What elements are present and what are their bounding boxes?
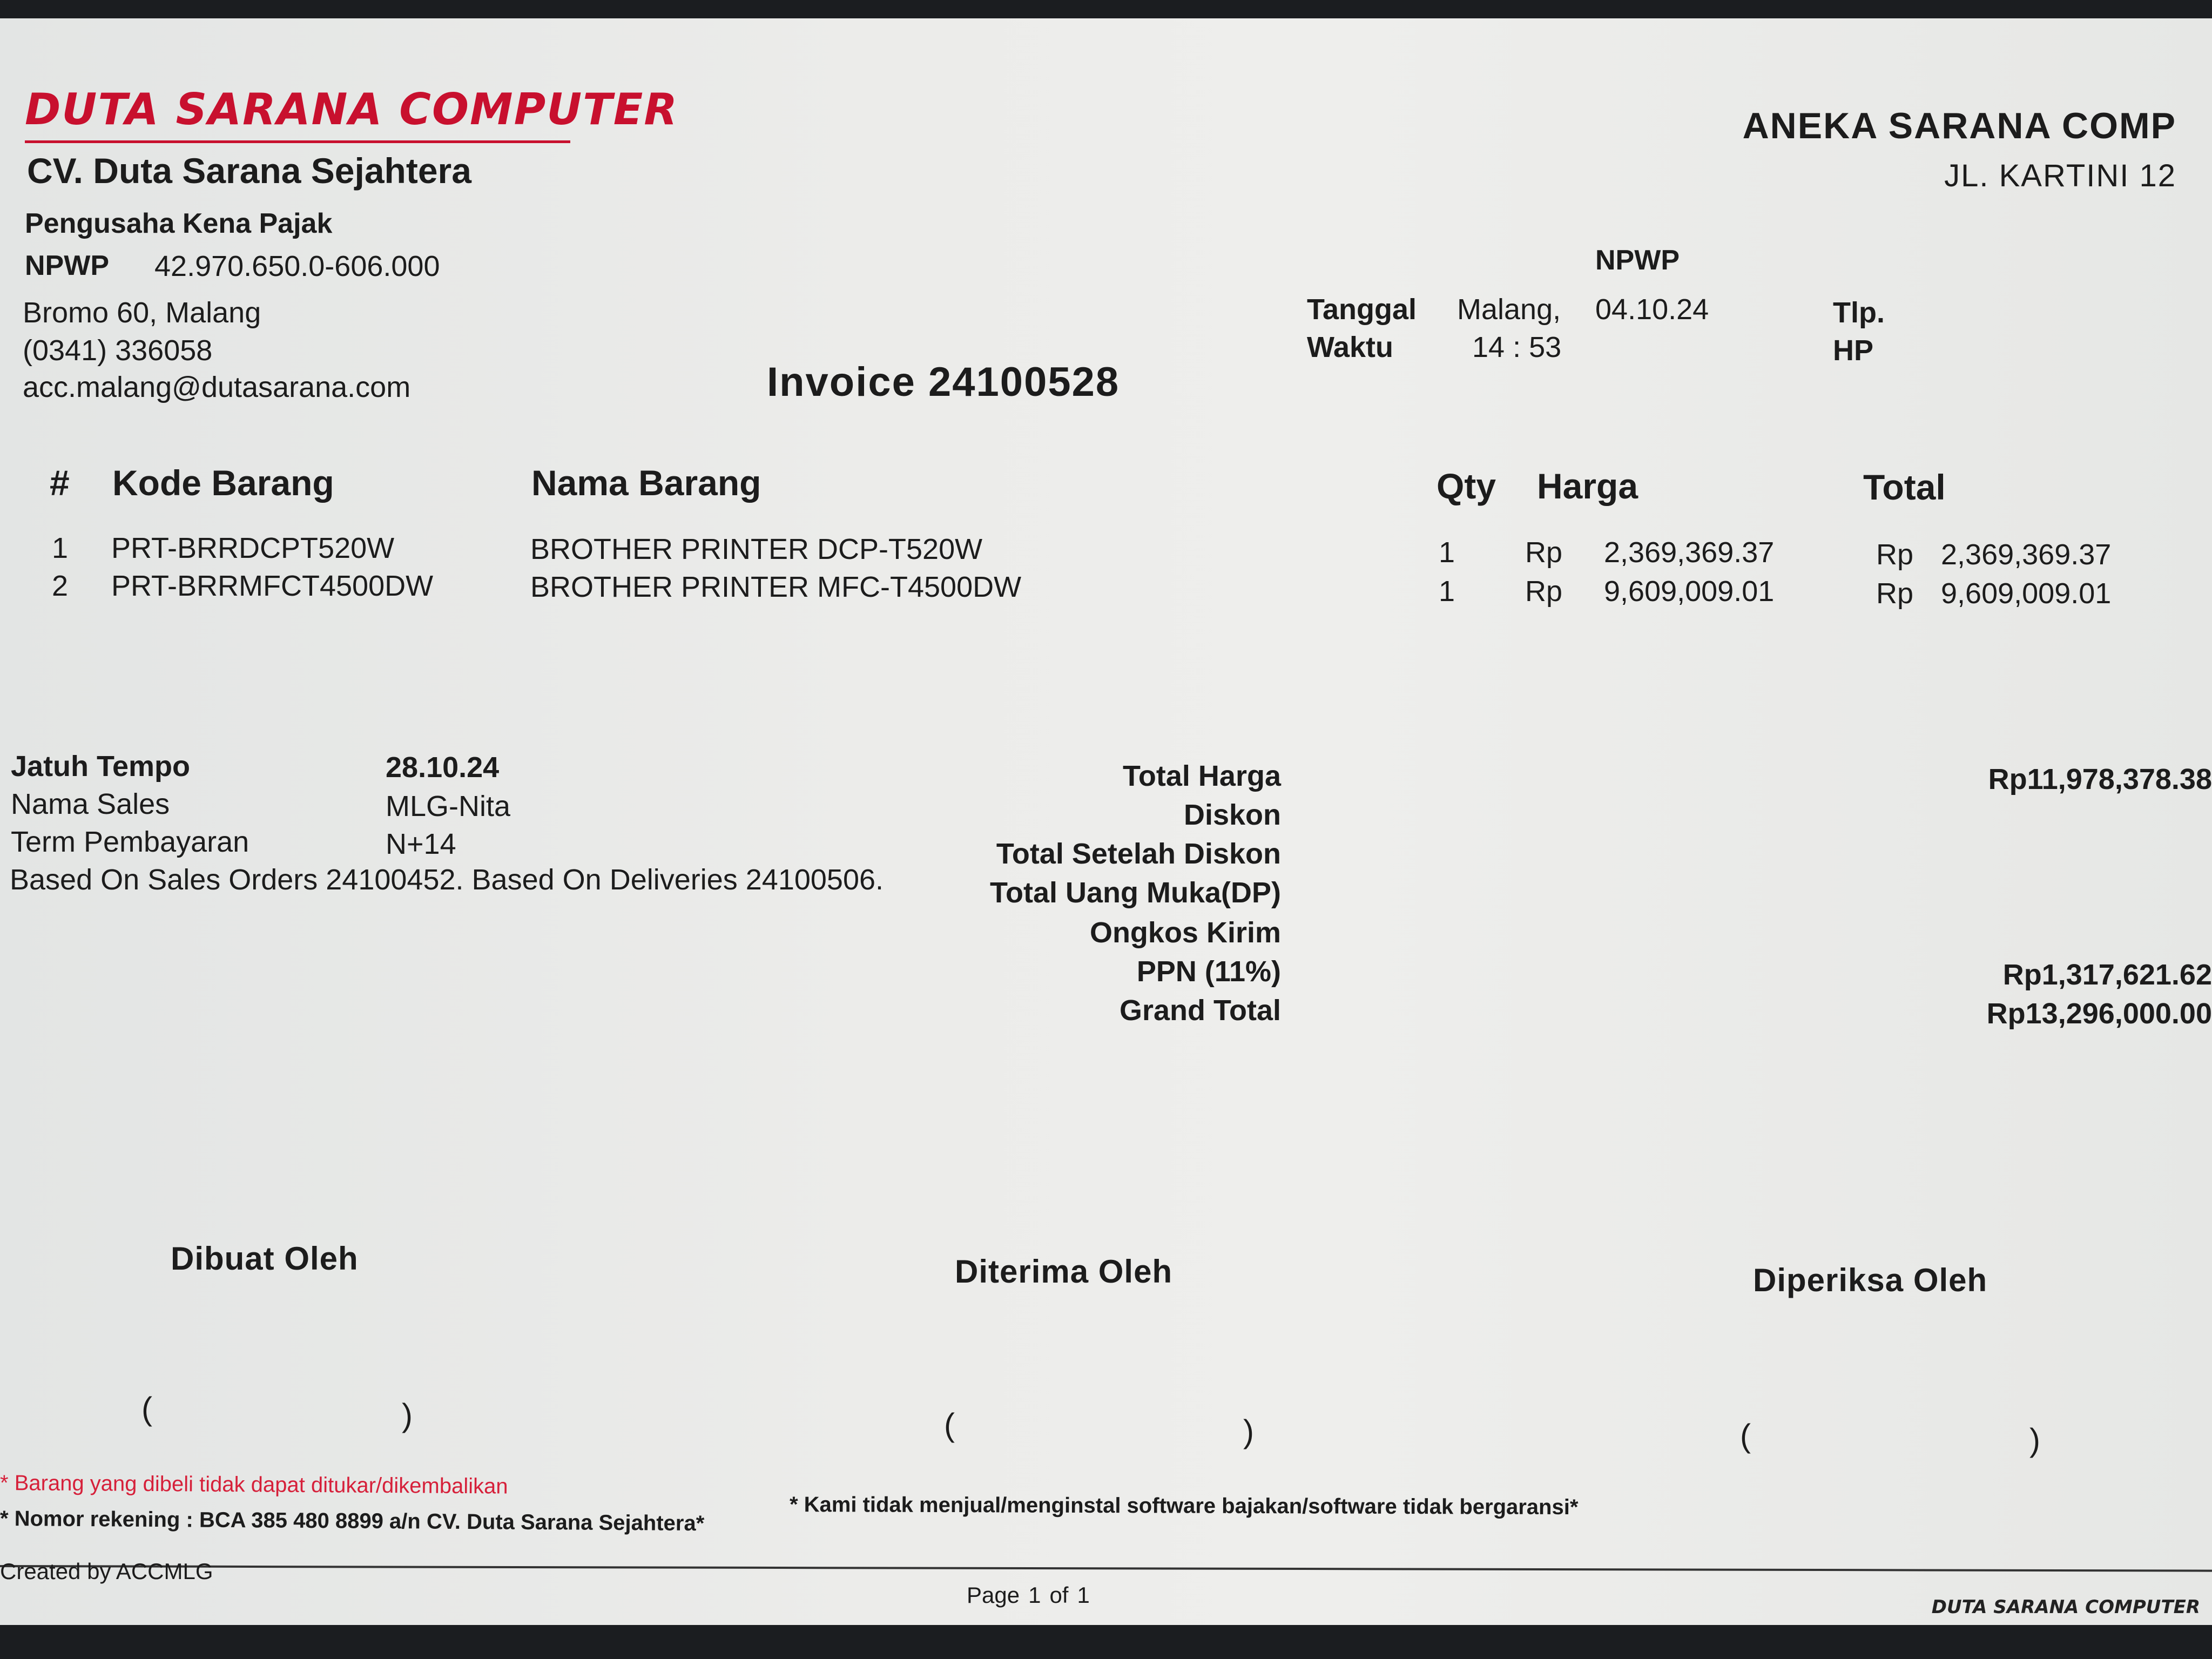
- software-note: * Kami tidak menjual/menginstal software bajakan/software tidak bergaransi*: [789, 1493, 1579, 1520]
- total-setelah-diskon-label: Total Setelah Diskon: [996, 838, 1281, 870]
- order-reference: Based On Sales Orders 24100452. Based On Deliveries 24100506.: [10, 864, 884, 896]
- uang-muka-label: Total Uang Muka(DP): [990, 876, 1281, 909]
- tanggal-label: Tanggal: [1307, 293, 1417, 326]
- row-total: 2,369,369.37: [1941, 538, 2112, 571]
- seller-phone: (0341) 336058: [23, 334, 213, 367]
- seller-npwp-label: NPWP: [25, 250, 109, 281]
- logo-underline: [25, 140, 570, 143]
- row-qty: 1: [1439, 536, 1455, 569]
- customer-npwp-label: NPWP: [1595, 245, 1680, 276]
- diskon-label: Diskon: [1183, 799, 1281, 831]
- customer-name: ANEKA SARANA COMP: [1742, 105, 2176, 146]
- row-no: 2: [52, 570, 69, 602]
- paren-close: ): [402, 1397, 413, 1433]
- paren-open: (: [944, 1407, 955, 1443]
- total-harga: Rp11,978,378.38: [1988, 763, 2212, 795]
- ongkos-kirim-label: Ongkos Kirim: [1089, 916, 1281, 949]
- of-word: of: [1049, 1582, 1069, 1608]
- page-number: 1: [1028, 1582, 1041, 1608]
- col-header-code: Kode Barang: [112, 463, 334, 503]
- payment-term: N+14: [386, 828, 456, 860]
- page-total: 1: [1077, 1582, 1090, 1608]
- row-name: BROTHER PRINTER MFC-T4500DW: [530, 571, 1022, 603]
- due-date: 28.10.24: [386, 751, 500, 784]
- row-total-currency: Rp: [1876, 538, 1914, 571]
- ppn-label: PPN (11%): [1136, 955, 1281, 988]
- col-header-total: Total: [1863, 467, 1946, 507]
- invoice-date: 04.10.24: [1595, 293, 1709, 326]
- row-code: PRT-BRRDCPT520W: [111, 532, 395, 564]
- row-price: 2,369,369.37: [1604, 536, 1775, 569]
- row-code: PRT-BRRMFCT4500DW: [111, 570, 434, 602]
- grand-total-label: Grand Total: [1119, 994, 1281, 1027]
- signature-diperiksa-label: Diperiksa Oleh: [1753, 1262, 1988, 1298]
- total-harga-label: Total Harga: [1122, 760, 1281, 792]
- seller-email: acc.malang@dutasarana.com: [23, 371, 411, 403]
- invoice-time: 14 : 53: [1472, 331, 1562, 363]
- company-name: CV. Duta Sarana Sejahtera: [27, 151, 471, 191]
- due-date-label: Jatuh Tempo: [11, 750, 191, 783]
- sales-name: MLG-Nita: [386, 790, 511, 822]
- row-total: 9,609,009.01: [1941, 577, 2112, 610]
- row-price: 9,609,009.01: [1604, 575, 1775, 608]
- invoice-title: Invoice 24100528: [767, 359, 1120, 405]
- bank-account-note: * Nomor rekening : BCA 385 480 8899 a/n CV. Duta Sarana Sejahtera*: [0, 1507, 705, 1536]
- row-qty: 1: [1439, 575, 1455, 608]
- paren-close: ): [1243, 1413, 1254, 1449]
- invoice-sheet: [0, 18, 2212, 1625]
- row-total-currency: Rp: [1876, 577, 1914, 610]
- sales-name-label: Nama Sales: [11, 788, 170, 820]
- created-by: Created by ACCMLG: [0, 1559, 213, 1584]
- col-header-no: #: [50, 463, 70, 503]
- row-price-currency: Rp: [1525, 536, 1563, 569]
- row-no: 1: [52, 532, 69, 564]
- footer-logo: DUTA SARANA COMPUTER: [1931, 1596, 2200, 1618]
- col-header-price: Harga: [1537, 466, 1638, 506]
- seller-npwp: 42.970.650.0-606.000: [154, 250, 440, 282]
- row-name: BROTHER PRINTER DCP-T520W: [530, 533, 983, 565]
- col-header-name: Nama Barang: [531, 463, 761, 503]
- row-price-currency: Rp: [1525, 575, 1563, 608]
- invoice-place: Malang,: [1457, 293, 1561, 326]
- company-logo: DUTA SARANA COMPUTER: [25, 84, 678, 134]
- seller-address: Bromo 60, Malang: [23, 296, 261, 329]
- page-word: Page: [967, 1582, 1020, 1608]
- col-header-qty: Qty: [1437, 466, 1496, 506]
- grand-total: Rp13,296,000.00: [1986, 997, 2212, 1030]
- signature-dibuat-label: Dibuat Oleh: [171, 1240, 359, 1277]
- ppn-value: Rp1,317,621.62: [2002, 959, 2212, 991]
- pkp-label: Pengusaha Kena Pajak: [25, 208, 333, 239]
- no-return-note: * Barang yang dibeli tidak dapat ditukar/dikembalikan: [0, 1471, 508, 1499]
- payment-term-label: Term Pembayaran: [11, 826, 249, 858]
- waktu-label: Waktu: [1307, 331, 1393, 363]
- footer-divider: [0, 1565, 2212, 1572]
- customer-address: JL. KARTINI 12: [1944, 158, 2176, 193]
- page-indicator: [967, 1582, 1098, 1608]
- hp-label: HP: [1833, 334, 1874, 367]
- paren-close: ): [2029, 1422, 2040, 1458]
- tlp-label: Tlp.: [1833, 296, 1885, 329]
- signature-diterima-label: Diterima Oleh: [955, 1253, 1173, 1290]
- paren-open: (: [1740, 1418, 1751, 1454]
- paren-open: (: [141, 1391, 152, 1427]
